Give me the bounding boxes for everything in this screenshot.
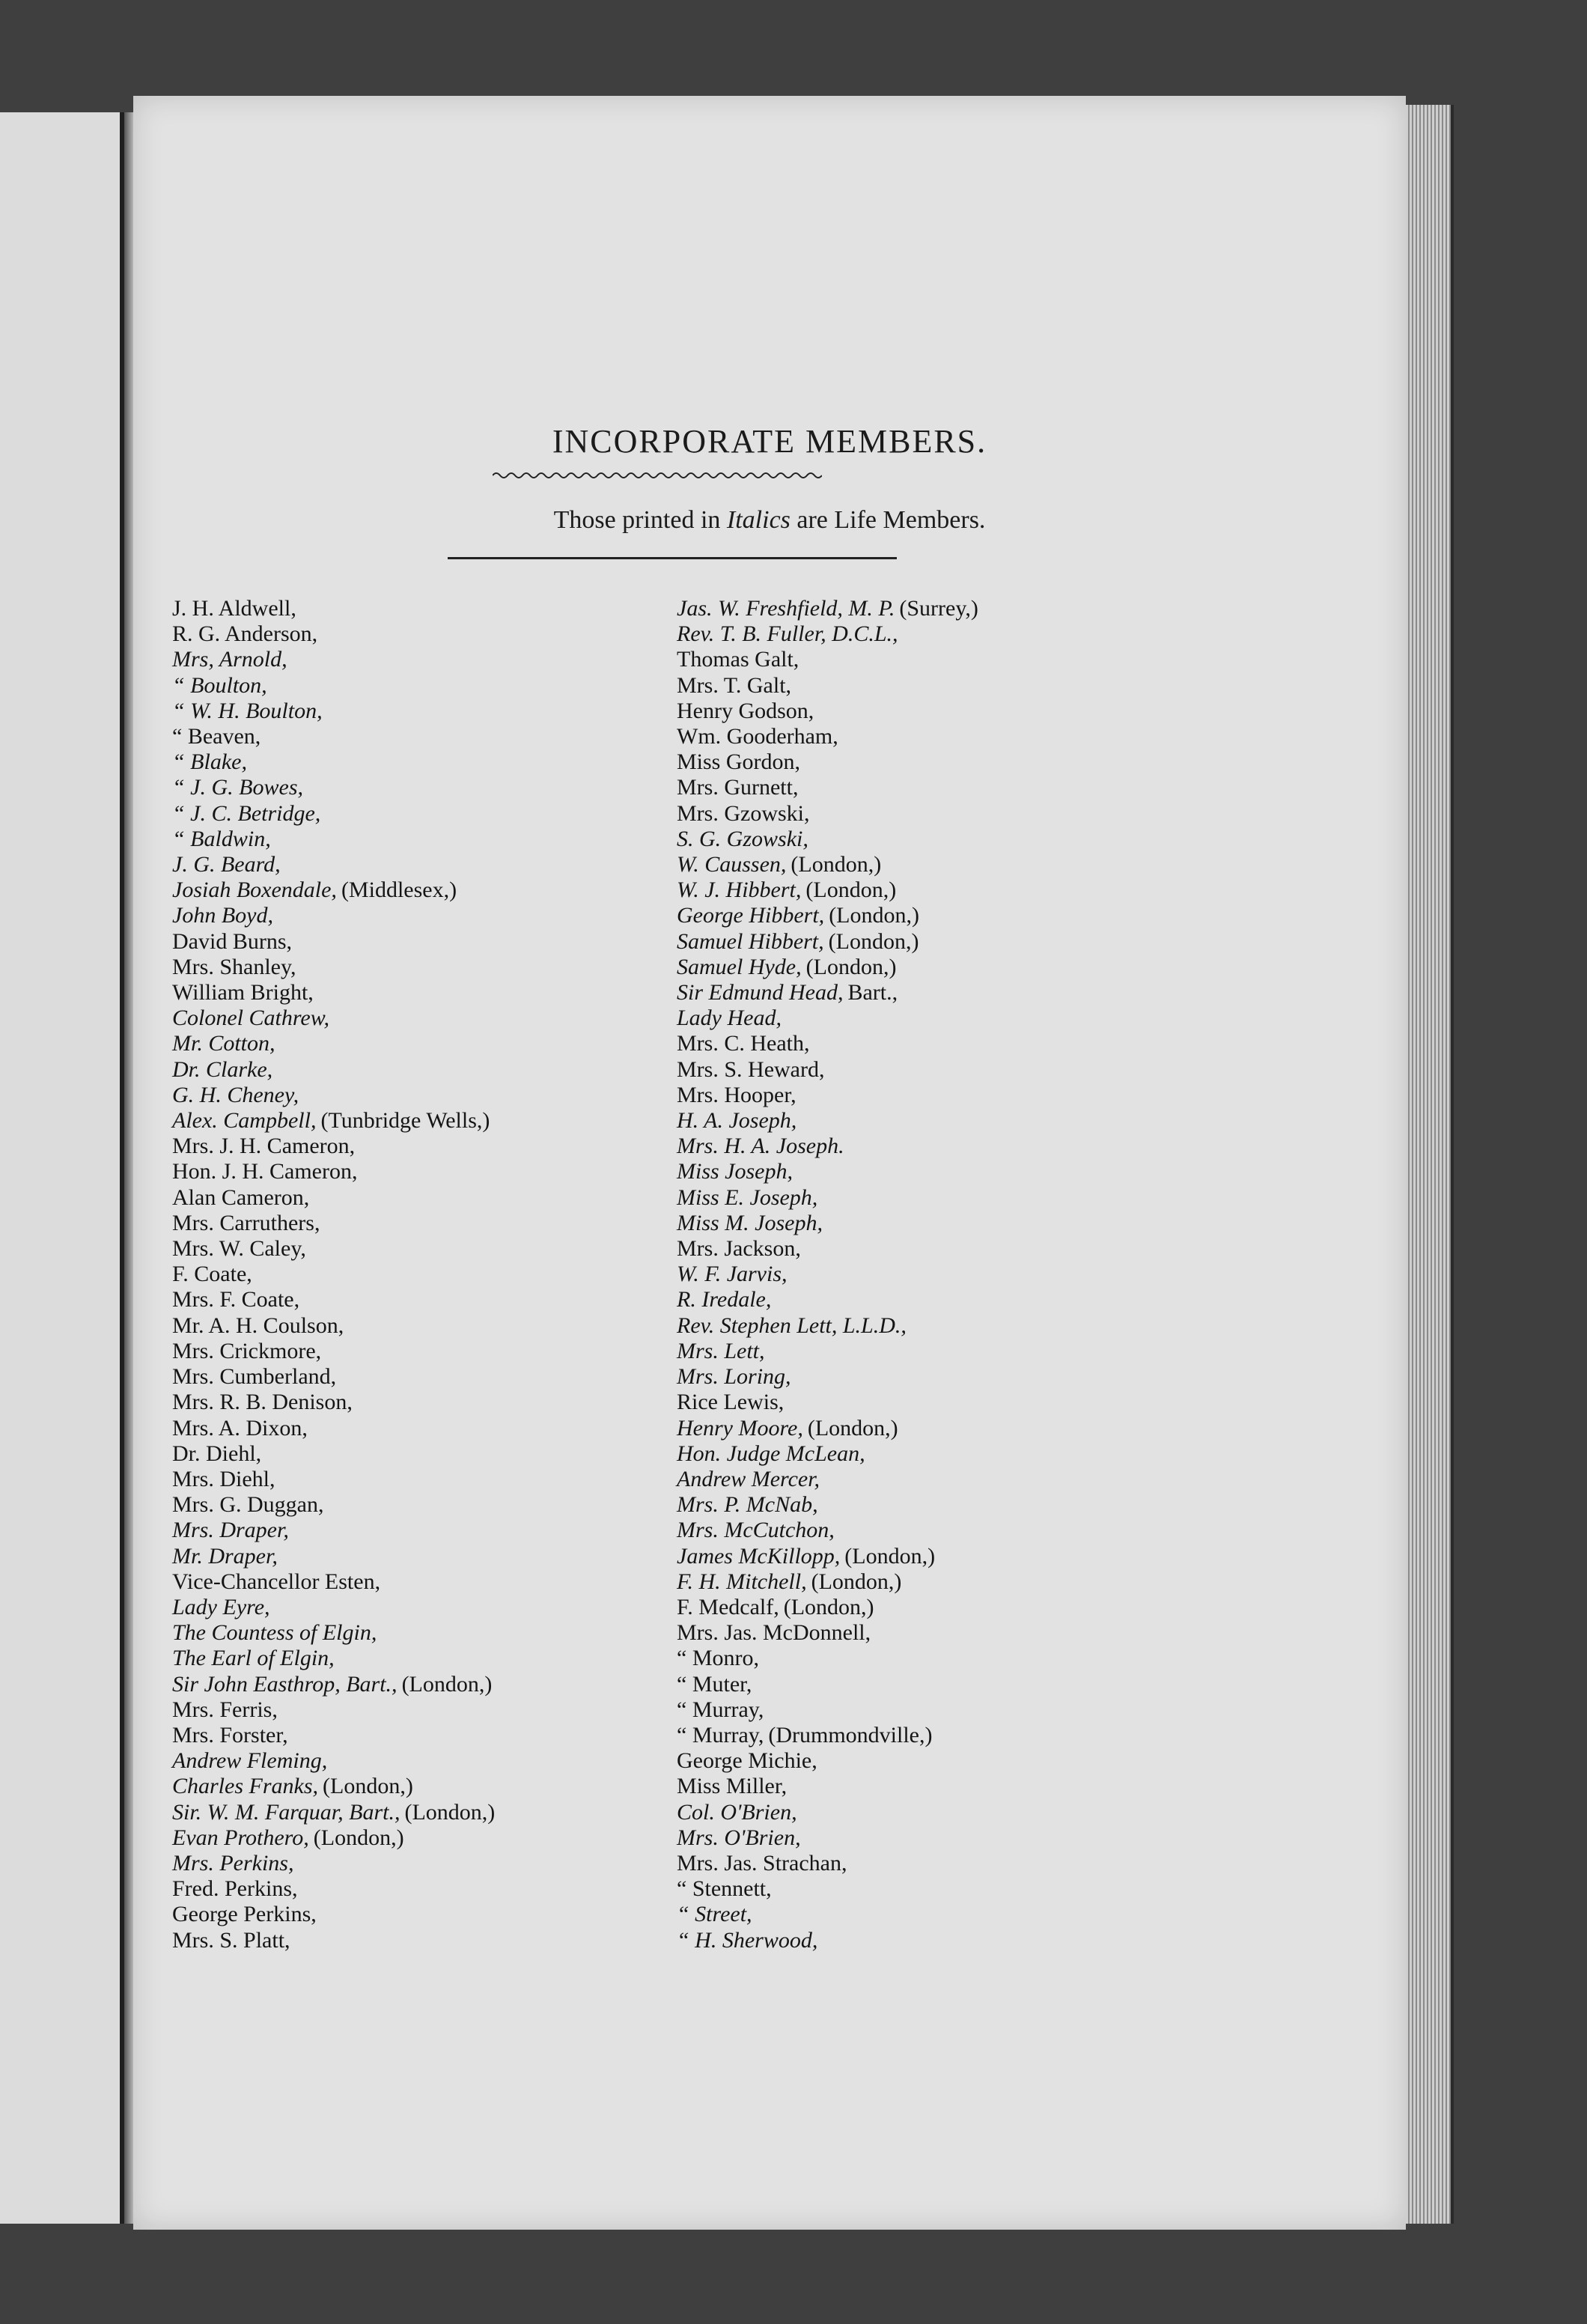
member-entry [677, 1595, 978, 1620]
member-name: Charles Franks, [172, 1774, 318, 1799]
member-entry [677, 1287, 978, 1312]
member-name: The Countess of Elgin, [172, 1620, 377, 1646]
member-entry [172, 1057, 495, 1083]
book-page [133, 96, 1406, 2230]
member-entry [677, 1134, 978, 1159]
member-entry [677, 980, 978, 1006]
member-list-right [677, 596, 978, 1953]
subtitle-italic-word: Italics [726, 506, 791, 534]
member-entry [677, 1313, 978, 1339]
member-name: Thomas Galt, [677, 647, 799, 672]
member-entry [677, 1467, 978, 1492]
member-name: Mrs. Gurnett, [677, 775, 799, 800]
member-name: F. Medcalf, [677, 1594, 779, 1619]
member-entry [172, 801, 495, 827]
member-name: James McKillopp, [677, 1543, 841, 1569]
member-name: Sir. W. M. Farquar, Bart., [172, 1799, 400, 1825]
member-entry [172, 1185, 495, 1211]
member-entry [677, 1339, 978, 1364]
member-name: H. A. Joseph, [677, 1108, 797, 1134]
member-name: Mrs. Forster, [172, 1722, 288, 1747]
member-entry [677, 1006, 978, 1031]
member-entry [172, 1876, 495, 1902]
member-location: (London,) [323, 1774, 413, 1799]
member-entry [172, 1006, 495, 1031]
member-entry [172, 1595, 495, 1620]
member-entry [677, 1723, 978, 1748]
member-entry [172, 827, 495, 852]
member-entry [677, 1646, 978, 1671]
member-location: (Drummondville,) [768, 1722, 933, 1747]
member-name: “ Beaven, [172, 724, 261, 749]
member-entry [172, 1774, 495, 1799]
member-name: S. G. Gzowski, [677, 826, 808, 851]
member-location: (London,) [807, 1415, 898, 1441]
member-entry [172, 1800, 495, 1825]
member-entry [677, 1620, 978, 1646]
member-entry [172, 1518, 495, 1543]
member-name: Samuel Hyde, [677, 954, 802, 979]
member-name: W. J. Hibbert, [677, 877, 802, 903]
member-entry [677, 1441, 978, 1467]
member-entry [677, 1057, 978, 1083]
member-entry [172, 1108, 495, 1134]
member-name: Mrs. S. Heward, [677, 1056, 825, 1082]
member-name: Mrs, Arnold, [172, 647, 287, 672]
member-entry [677, 1825, 978, 1851]
member-name: Mrs. P. McNab, [677, 1492, 818, 1518]
member-name: George Michie, [677, 1748, 817, 1774]
member-entry [677, 749, 978, 775]
member-entry [677, 1390, 978, 1415]
member-entry [172, 1492, 495, 1518]
member-entry [172, 1697, 495, 1723]
member-name: Mr. Cotton, [172, 1031, 275, 1056]
member-entry [677, 903, 978, 928]
member-name: Mrs. F. Coate, [172, 1287, 300, 1312]
member-list-left [172, 596, 495, 1953]
member-entry [172, 1211, 495, 1236]
member-name: Hon. J. H. Cameron, [172, 1159, 358, 1184]
member-name: George Perkins, [172, 1902, 317, 1927]
member-name: “ Boulton, [172, 672, 267, 698]
member-name: “ Baldwin, [172, 826, 271, 851]
member-name: “ J. C. Betridge, [172, 800, 321, 826]
member-name: “ H. Sherwood, [677, 1927, 818, 1953]
member-name: Mrs. Lett, [677, 1338, 765, 1363]
member-entry [172, 699, 495, 724]
member-entry [677, 1159, 978, 1184]
member-name: Mrs. Jackson, [677, 1236, 801, 1262]
member-name: W. Caussen, [677, 852, 787, 877]
member-name: Mrs. W. Caley, [172, 1236, 306, 1262]
member-entry [677, 1518, 978, 1543]
member-name: Dr. Diehl, [172, 1441, 262, 1466]
member-name: Rev. T. B. Fuller, D.C.L., [677, 621, 898, 647]
member-name: Mrs. C. Heath, [677, 1031, 810, 1056]
member-entry [677, 699, 978, 724]
member-entry [677, 1748, 978, 1774]
member-name: Mrs. Draper, [172, 1518, 289, 1543]
member-entry [172, 673, 495, 699]
member-entry [677, 1774, 978, 1799]
member-name: “ Stennett, [677, 1876, 772, 1902]
member-entry [172, 852, 495, 877]
member-location: (London,) [791, 852, 882, 877]
member-name: Mrs. A. Dixon, [172, 1415, 308, 1441]
member-name: Dr. Clarke, [172, 1056, 273, 1082]
member-name: Mrs. G. Duggan, [172, 1492, 324, 1518]
member-entry [172, 903, 495, 928]
member-location: (Surrey,) [899, 596, 978, 621]
member-entry [677, 724, 978, 749]
member-entry [172, 647, 495, 672]
member-entry [677, 775, 978, 800]
member-name: Mrs. McCutchon, [677, 1518, 835, 1543]
member-name: Mrs. O'Brien, [677, 1825, 801, 1850]
member-name: Lady Eyre, [172, 1594, 270, 1619]
member-entry [172, 1928, 495, 1953]
member-name: Lady Head, [677, 1006, 782, 1031]
member-name: Hon. Judge McLean, [677, 1441, 865, 1466]
member-entry [677, 1211, 978, 1236]
member-name: Josiah Boxendale, [172, 877, 337, 903]
member-name: F. H. Mitchell, [677, 1569, 807, 1594]
member-name: Colonel Cathrew, [172, 1006, 329, 1031]
member-name: “ Murray, [677, 1697, 764, 1722]
member-location: (London,) [844, 1543, 936, 1569]
member-entry [172, 1723, 495, 1748]
member-name: Sir Edmund Head, [677, 980, 844, 1006]
member-name: Mrs. J. H. Cameron, [172, 1134, 356, 1159]
left-page-edge [0, 112, 124, 2224]
member-name: “ J. G. Bowes, [172, 775, 303, 800]
member-name: J. H. Aldwell, [172, 596, 296, 621]
member-name: Mrs. R. B. Denison, [172, 1390, 353, 1415]
member-name: Miss Joseph, [677, 1159, 793, 1184]
member-entry [172, 775, 495, 800]
member-name: Mrs. H. A. Joseph. [677, 1134, 844, 1159]
member-entry [677, 1492, 978, 1518]
member-name: Mrs. Jas. McDonnell, [677, 1620, 871, 1646]
member-name: Henry Moore, [677, 1415, 803, 1441]
member-name: R. G. Anderson, [172, 621, 318, 647]
page-title: INCORPORATE MEMBERS. [552, 423, 987, 460]
member-entry [172, 1416, 495, 1441]
member-name: Andrew Mercer, [677, 1466, 820, 1491]
member-name: Vice-Chancellor Esten, [172, 1569, 381, 1594]
member-location: (London,) [805, 877, 897, 903]
member-entry [677, 955, 978, 980]
member-name: Alan Cameron, [172, 1184, 310, 1210]
member-name: Mrs. Carruthers, [172, 1210, 320, 1235]
member-location: (London,) [404, 1799, 496, 1825]
member-location: (London,) [829, 903, 919, 928]
member-entry [172, 1902, 495, 1927]
member-name: Rice Lewis, [677, 1390, 785, 1415]
member-entry [172, 980, 495, 1006]
member-name: Jas. W. Freshfield, M. P. [677, 596, 895, 621]
subtitle-text: Those printed in [553, 506, 727, 534]
member-entry [677, 647, 978, 672]
member-entry [172, 1339, 495, 1364]
member-name: George Hibbert, [677, 903, 825, 928]
member-entry [172, 1390, 495, 1415]
member-entry [172, 596, 495, 621]
member-location: (London,) [313, 1825, 404, 1850]
member-name: William Bright, [172, 980, 314, 1006]
member-entry [172, 1825, 495, 1851]
member-name: “ W. H. Boulton, [172, 698, 323, 723]
member-name: Mrs. Perkins, [172, 1850, 294, 1876]
member-name: Andrew Fleming, [172, 1748, 328, 1774]
member-name: Mrs. Shanley, [172, 954, 296, 979]
member-name: “ Muter, [677, 1671, 752, 1697]
member-entry [172, 1236, 495, 1262]
member-location: (Middlesex,) [341, 877, 457, 903]
member-name: “ Street, [677, 1902, 752, 1927]
member-entry [677, 1851, 978, 1876]
member-entry [172, 929, 495, 955]
member-name: Evan Prothero, [172, 1825, 309, 1850]
member-name: W. F. Jarvis, [677, 1262, 788, 1287]
member-location: (London,) [811, 1569, 902, 1594]
member-entry [677, 1544, 978, 1569]
member-location: (Tunbridge Wells,) [320, 1108, 490, 1134]
member-name: John Boyd, [172, 903, 273, 928]
member-entry [677, 801, 978, 827]
member-entry [172, 1646, 495, 1671]
member-name: Samuel Hibbert, [677, 928, 824, 954]
member-name: Mr. Draper, [172, 1543, 278, 1569]
member-entry [172, 1544, 495, 1569]
member-name: Miss E. Joseph, [677, 1184, 818, 1210]
page-stack-edge [1406, 105, 1454, 2224]
member-entry [677, 1672, 978, 1697]
member-entry [677, 596, 978, 621]
member-name: Mrs. Crickmore, [172, 1338, 322, 1363]
member-entry [677, 1262, 978, 1287]
member-entry [172, 1672, 495, 1697]
member-entry [677, 1108, 978, 1134]
member-entry [677, 827, 978, 852]
horizontal-rule [448, 557, 897, 559]
member-name: Mrs. Hooper, [677, 1082, 796, 1107]
member-name: Miss Miller, [677, 1774, 788, 1799]
member-entry [677, 1185, 978, 1211]
member-name: Henry Godson, [677, 698, 814, 723]
member-entry [677, 673, 978, 699]
member-entry [172, 1313, 495, 1339]
member-entry [677, 1902, 978, 1927]
member-entry [172, 1262, 495, 1287]
member-name: The Earl of Elgin, [172, 1646, 335, 1671]
member-entry [172, 749, 495, 775]
member-entry [172, 1159, 495, 1184]
member-name: Wm. Gooderham, [677, 724, 838, 749]
wavy-divider [493, 470, 822, 481]
member-name: R. Iredale, [677, 1287, 772, 1312]
member-entry [172, 621, 495, 647]
member-entry [677, 929, 978, 955]
member-name: Mrs. Ferris, [172, 1697, 278, 1722]
member-entry [677, 1236, 978, 1262]
page-subtitle [133, 506, 1406, 535]
member-location: (London,) [805, 954, 897, 979]
member-name: Rev. Stephen Lett, L.L.D., [677, 1312, 907, 1338]
member-entry [677, 877, 978, 903]
member-entry [172, 877, 495, 903]
member-entry [172, 1467, 495, 1492]
member-entry [677, 1083, 978, 1108]
member-name: Sir John Easthrop, Bart., [172, 1671, 397, 1697]
member-entry [172, 1364, 495, 1390]
member-name: Mrs. T. Galt, [677, 672, 792, 698]
member-name: G. H. Cheney, [172, 1082, 299, 1107]
member-entry [677, 1800, 978, 1825]
member-name: Mrs. Diehl, [172, 1466, 275, 1491]
member-name: “ Blake, [172, 749, 247, 775]
member-name: Fred. Perkins, [172, 1876, 298, 1902]
member-location: (London,) [783, 1594, 874, 1619]
member-entry [172, 1134, 495, 1159]
member-entry [172, 955, 495, 980]
member-name: Mrs. Gzowski, [677, 800, 810, 826]
member-entry [172, 1287, 495, 1312]
member-name: Miss M. Joseph, [677, 1210, 823, 1235]
member-entry [677, 1928, 978, 1953]
member-name: Mrs. Jas. Strachan, [677, 1850, 847, 1876]
subtitle-text-end: are Life Members. [790, 506, 986, 534]
member-entry [677, 852, 978, 877]
member-name: David Burns, [172, 928, 292, 954]
member-name: J. G. Beard, [172, 852, 281, 877]
member-entry [677, 621, 978, 647]
member-name: Col. O'Brien, [677, 1799, 797, 1825]
member-entry [677, 1697, 978, 1723]
member-name: Miss Gordon, [677, 749, 801, 775]
member-name: Mrs. S. Platt, [172, 1927, 290, 1953]
member-entry [172, 1083, 495, 1108]
member-entry [172, 724, 495, 749]
member-entry [172, 1569, 495, 1595]
member-entry [172, 1748, 495, 1774]
member-name: F. Coate, [172, 1262, 252, 1287]
member-entry [172, 1851, 495, 1876]
member-name: “ Monro, [677, 1646, 759, 1671]
member-entry [677, 1416, 978, 1441]
member-entry [172, 1031, 495, 1056]
member-name: Mrs. Cumberland, [172, 1364, 337, 1390]
member-location: (London,) [828, 928, 919, 954]
member-entry [677, 1031, 978, 1056]
member-entry [172, 1620, 495, 1646]
member-entry [677, 1364, 978, 1390]
member-entry [677, 1569, 978, 1595]
member-name: “ Murray, [677, 1722, 764, 1747]
member-location: Bart., [847, 980, 898, 1006]
member-entry [172, 1441, 495, 1467]
member-name: Mrs. Loring, [677, 1364, 791, 1390]
member-location: (London,) [401, 1671, 493, 1697]
member-entry [677, 1876, 978, 1902]
member-name: Mr. A. H. Coulson, [172, 1312, 344, 1338]
member-name: Alex. Campbell, [172, 1108, 317, 1134]
